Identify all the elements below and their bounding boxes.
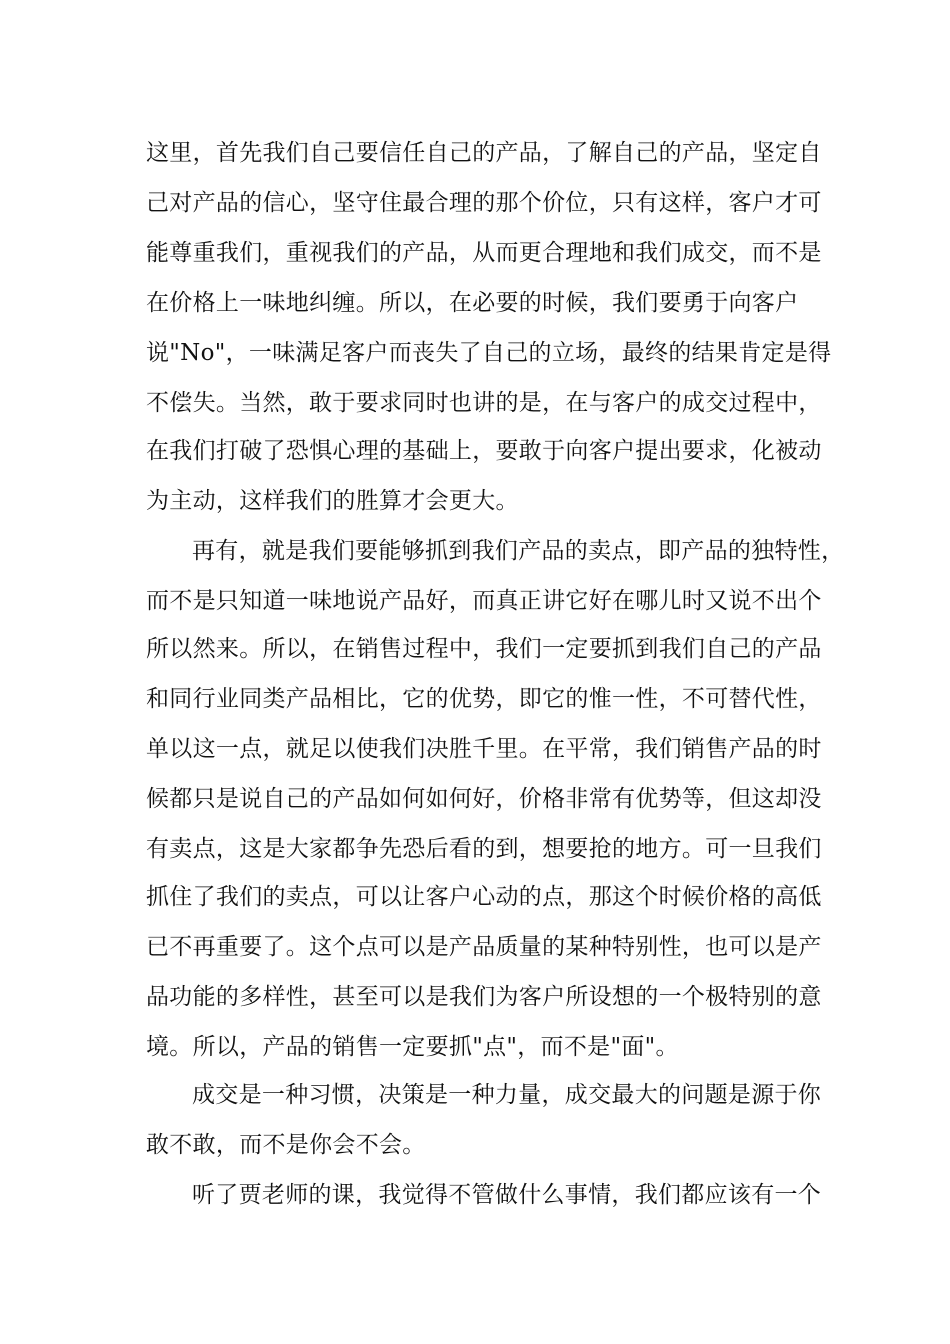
- text-line: 和同行业同类产品相比，它的优势，即它的惟一性，不可替代性，: [146, 686, 822, 712]
- text-line: 已不再重要了。这个点可以是产品质量的某种特别性，也可以是产: [146, 934, 822, 960]
- text-line: 抓住了我们的卖点，可以让客户心动的点，那这个时候价格的高低: [146, 884, 822, 910]
- text-line: 说"No"，一味满足客户而丧失了自己的立场，最终的结果肯定是得: [146, 340, 832, 366]
- text-line: 候都只是说自己的产品如何如何好，价格非常有优势等，但这却没: [146, 786, 822, 812]
- text-line: 在价格上一味地纠缠。所以，在必要的时候，我们要勇于向客户: [146, 290, 799, 316]
- paragraph-first-line: 听了贾老师的课，我觉得不管做什么事情，我们都应该有一个: [192, 1182, 822, 1208]
- text-line: 能尊重我们，重视我们的产品，从而更合理地和我们成交，而不是: [146, 240, 822, 266]
- paragraph-first-line: 再有，就是我们要能够抓到我们产品的卖点，即产品的独特性，: [192, 538, 845, 564]
- text-line: 敢不敢，而不是你会不会。: [146, 1132, 426, 1158]
- text-line: 品功能的多样性，甚至可以是我们为客户所设想的一个极特别的意: [146, 984, 822, 1010]
- text-line: 境。所以，产品的销售一定要抓"点"，而不是"面"。: [146, 1034, 679, 1060]
- text-line: 不偿失。当然，敢于要求同时也讲的是，在与客户的成交过程中，: [146, 390, 822, 416]
- text-line: 这里，首先我们自己要信任自己的产品，了解自己的产品，坚定自: [146, 140, 822, 166]
- text-line: 单以这一点，就足以使我们决胜千里。在平常，我们销售产品的时: [146, 736, 822, 762]
- text-line: 所以然来。所以，在销售过程中，我们一定要抓到我们自己的产品: [146, 636, 822, 662]
- text-line: 在我们打破了恐惧心理的基础上，要敢于向客户提出要求，化被动: [146, 438, 822, 464]
- text-line: 而不是只知道一味地说产品好，而真正讲它好在哪儿时又说不出个: [146, 588, 822, 614]
- text-line: 为主动，这样我们的胜算才会更大。: [146, 488, 519, 514]
- text-line: 有卖点，这是大家都争先恐后看的到，想要抢的地方。可一旦我们: [146, 836, 822, 862]
- text-line: 己对产品的信心，坚守住最合理的那个价位，只有这样，客户才可: [146, 190, 822, 216]
- paragraph-first-line: 成交是一种习惯，决策是一种力量，成交最大的问题是源于你: [192, 1082, 822, 1108]
